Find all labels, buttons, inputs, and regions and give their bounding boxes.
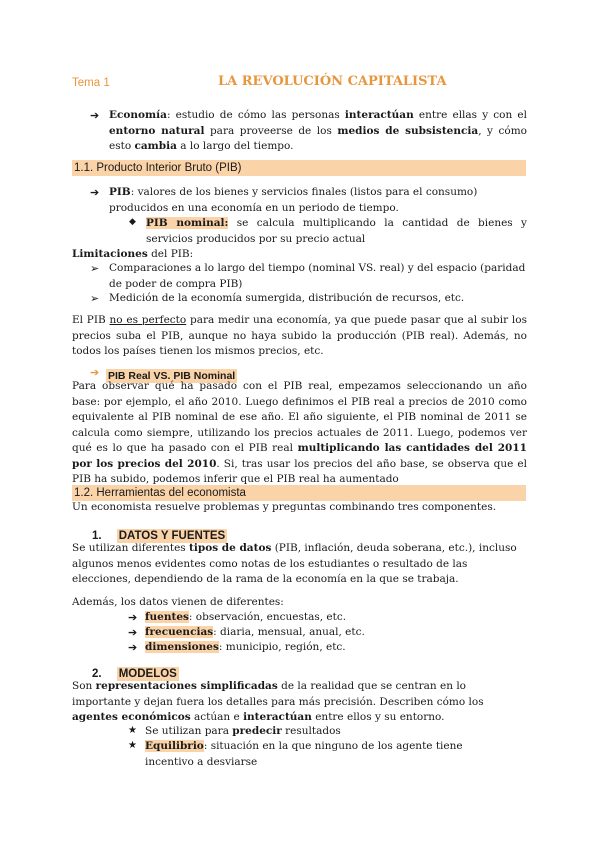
modelos-paragraph: Son representaciones simplificadas de la realidad que se centran en lo importante y dejan fuera los detalles para más precisión. Describen cómo los agentes económicos actúan e interactúan entre ellos y su entorno. — [72, 680, 484, 723]
dimensiones-item: dimensiones: municipio, región, etc. — [145, 641, 346, 653]
pib-real-subheading: PIB Real VS. PIB Nominal — [108, 370, 236, 382]
pib-imperfect-paragraph: El PIB no es perfecto para medir una economía, ya que puede pasar que al subir los precios suba el PIB, aunque no haya subido la producción (PIB real). Además, no todos los países tienen los mismos precios, etc. — [72, 314, 527, 357]
pib-definition: PIB: valores de los bienes y servicios finales (listos para el consumo) producidos en una economía en un periodo de tiempo. — [109, 186, 478, 214]
ademas-text: Además, los datos vienen de diferentes: — [72, 596, 284, 608]
page-title: LA REVOLUCIÓN CAPITALISTA — [218, 74, 447, 89]
diamond-bullet-icon: ◆ — [129, 217, 136, 227]
fuentes-item: fuentes: observación, encuestas, etc. — [145, 611, 347, 623]
intro-paragraph: Economía: estudio de cómo las personas interactúan entre ellas y con el entorno natural para proveerse de los medios de subsistencia, y cómo esto cambia a lo largo del tiempo. — [109, 109, 527, 152]
chevron-bullet-icon: ➢ — [90, 292, 100, 305]
arrow-bullet-icon: ➔ — [90, 366, 100, 379]
star-bullet-icon: ★ — [128, 725, 137, 736]
limitation-item-1: Comparaciones a lo largo del tiempo (nominal VS. real) y del espacio (paridad de poder de compra PIB) — [109, 262, 526, 290]
frecuencias-item: frecuencias: diaria, mensual, anual, etc. — [145, 626, 365, 638]
pib-nominal-definition: PIB nominal: se calcula multiplicando la cantidad de bienes y servicios producidos por su precio actual — [146, 217, 527, 245]
subheading-datos: 1. DATOS Y FUENTES — [92, 530, 226, 542]
arrow-bullet-icon: ➔ — [128, 611, 138, 624]
section-heading-herramientas: 1.2. Herramientas del economista — [74, 487, 246, 499]
tema-label: Tema 1 — [72, 77, 110, 89]
herramientas-intro: Un economista resuelve problemas y preguntas combinando tres componentes. — [72, 501, 497, 513]
datos-paragraph: Se utilizan diferentes tipos de datos (PIB, inflación, deuda soberana, etc.), incluso algunos menos evidentes como notas de los estudiantes o resultado de las elecciones, dependiendo de la rama de la economía en la que se trabaja. — [72, 542, 517, 585]
pib-real-paragraph: Para observar qué ha pasado con el PIB real, empezamos seleccionando un año base: por ejemplo, el año 2010. Luego definimos el PIB real a precios de 2010 como equivalente al PIB nominal de ese año. El año siguiente, el PIB nominal de 2011 se calcula como siempre, utilizando los precios actuales de 2011. Luego, podemos ver qué es lo que ha pasado con el PIB real multiplicando las cantidades del 2011 por los precios del 2010. Si, tras usar los precios del año base, se observa que el PIB ha subido, podemos inferir que el PIB real ha aumentado — [72, 380, 527, 485]
arrow-bullet-icon: ➔ — [90, 186, 100, 199]
subheading-modelos: 2. MODELOS — [92, 668, 177, 680]
limitaciones-heading: Limitaciones del PIB: — [72, 248, 194, 260]
modelos-equilibrio-item: Equilibrio: situación en la que ninguno de los agente tiene incentivo a desviarse — [145, 740, 463, 768]
arrow-bullet-icon: ➔ — [128, 626, 138, 639]
section-heading-pib: 1.1. Producto Interior Bruto (PIB) — [74, 162, 242, 174]
star-bullet-icon: ★ — [128, 740, 137, 751]
chevron-bullet-icon: ➢ — [90, 262, 100, 275]
arrow-bullet-icon: ➔ — [128, 641, 138, 654]
modelos-predecir-item: Se utilizan para predecir resultados — [145, 725, 341, 737]
arrow-bullet-icon: ➔ — [90, 109, 100, 122]
limitation-item-2: Medición de la economía sumergida, distribución de recursos, etc. — [109, 292, 465, 304]
